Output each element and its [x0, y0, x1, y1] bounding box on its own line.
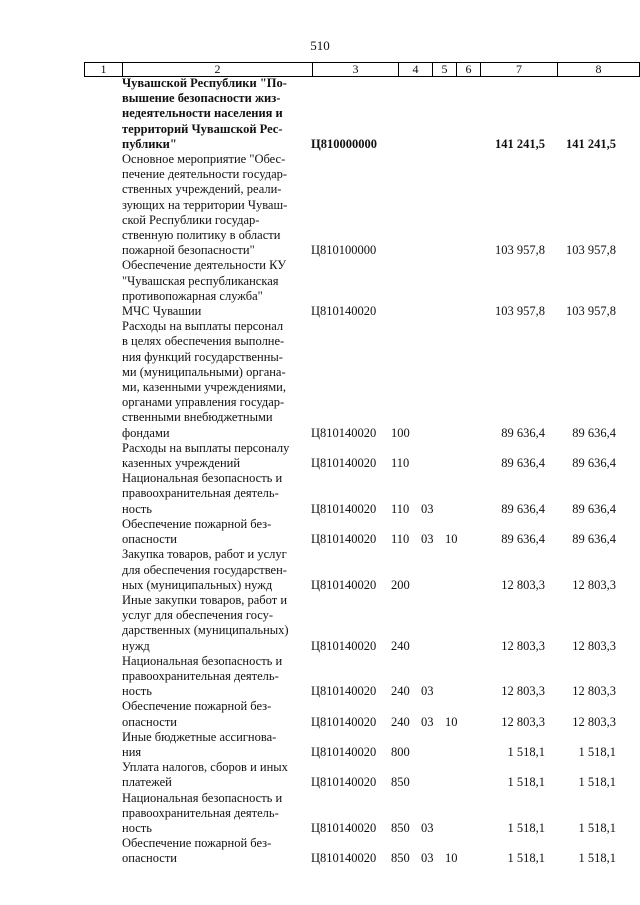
row-amount-col8: 103 957,8 — [566, 243, 616, 258]
row-code: Ц810140020 — [311, 577, 377, 592]
row-amount-col7: 89 636,4 — [501, 532, 545, 547]
table-row — [0, 699, 640, 729]
row-description-text: Основное мероприятие "Обес- печение деятельности государ- ственных учреждений, реали- зующих на территории Чуваш- ской Республики государ- ственную политику в области пожарной безопасности" — [122, 152, 288, 258]
table-body — [0, 76, 640, 867]
row-expense-type: 850 — [391, 775, 410, 790]
row-amount-col7: 1 518,1 — [507, 775, 545, 790]
row-code: Ц810140020 — [311, 501, 377, 516]
row-description-text: Расходы на выплаты персоналу казенных учреждений — [122, 440, 290, 471]
row-description-text: Иные бюджетные ассигнова- ния — [122, 729, 277, 759]
table-row — [0, 760, 640, 790]
header-col-2: 2 — [123, 63, 313, 76]
header-col-1: 1 — [85, 63, 123, 76]
table-row — [0, 593, 640, 654]
row-expense-type: 100 — [391, 425, 410, 440]
table-row — [0, 76, 640, 152]
row-subsection: 10 — [445, 714, 458, 729]
row-code: Ц810140020 — [311, 851, 377, 866]
row-code: Ц810000000 — [311, 136, 377, 151]
row-amount-col7: 1 518,1 — [507, 820, 545, 835]
row-description — [122, 76, 303, 152]
table-row — [0, 441, 640, 471]
row-code: Ц810100000 — [311, 243, 377, 258]
row-subsection: 10 — [445, 532, 458, 547]
row-amount-col8: 12 803,3 — [572, 714, 616, 729]
header-col-5: 5 — [433, 63, 457, 76]
table-header — [84, 62, 640, 77]
row-amount-col8: 1 518,1 — [578, 820, 616, 835]
row-section: 03 — [421, 851, 434, 866]
row-amount-col8: 89 636,4 — [572, 425, 616, 440]
row-description — [122, 258, 303, 319]
row-description-text: Обеспечение пожарной без- опасности — [122, 836, 272, 866]
row-expense-type: 850 — [391, 851, 410, 866]
row-amount-col8: 12 803,3 — [572, 684, 616, 699]
row-description-text: Чувашской Республики "По- вышение безопасности жиз- недеятельности населения и территорий Чувашской Рес- публики" — [122, 76, 287, 151]
table-row — [0, 517, 640, 547]
row-amount-col7: 12 803,3 — [501, 714, 545, 729]
row-description — [122, 152, 303, 258]
row-amount-col8: 12 803,3 — [572, 638, 616, 653]
row-amount-col8: 1 518,1 — [578, 851, 616, 866]
header-col-6: 6 — [457, 63, 481, 76]
table-row — [0, 791, 640, 837]
table-row — [0, 319, 640, 441]
table-row — [0, 471, 640, 517]
table-row — [0, 152, 640, 258]
row-amount-col7: 1 518,1 — [507, 744, 545, 759]
row-amount-col7: 103 957,8 — [495, 243, 545, 258]
header-col-4: 4 — [399, 63, 433, 76]
row-code: Ц810140020 — [311, 304, 377, 319]
row-expense-type: 240 — [391, 684, 410, 699]
row-amount-col7: 141 241,5 — [495, 136, 545, 151]
row-description-text: Обеспечение деятельности КУ "Чувашская республиканская противопожарная служба" МЧС Чувашии — [122, 258, 287, 319]
row-expense-type: 850 — [391, 820, 410, 835]
row-description — [122, 699, 303, 729]
row-expense-type: 200 — [391, 577, 410, 592]
row-description — [122, 593, 303, 654]
row-description — [122, 760, 303, 790]
row-description — [122, 517, 303, 547]
row-description-text: Расходы на выплаты персонал в целях обеспечения выполне- ния функций государственны- ми (муниципальными) органа- ми, казенными учреждениями, органами управления государ- ственными внебюджетными фондами — [122, 319, 287, 440]
page-number: 510 — [310, 38, 330, 53]
row-amount-col8: 1 518,1 — [578, 744, 616, 759]
row-amount-col7: 12 803,3 — [501, 638, 545, 653]
table-row — [0, 547, 640, 593]
row-amount-col7: 89 636,4 — [501, 501, 545, 516]
row-code: Ц810140020 — [311, 456, 377, 471]
row-code: Ц810140020 — [311, 638, 377, 653]
row-amount-col7: 12 803,3 — [501, 684, 545, 699]
row-amount-col7: 1 518,1 — [507, 851, 545, 866]
row-expense-type: 240 — [391, 638, 410, 653]
header-col-7: 7 — [481, 63, 558, 76]
header-col-8: 8 — [595, 62, 602, 76]
row-expense-type: 800 — [391, 744, 410, 759]
row-expense-type: 240 — [391, 714, 410, 729]
row-description-text: Национальная безопасность и правоохранительная деятель- ность — [122, 790, 283, 835]
row-code: Ц810140020 — [311, 684, 377, 699]
row-expense-type: 110 — [391, 456, 410, 471]
row-amount-col8: 12 803,3 — [572, 577, 616, 592]
row-description — [122, 547, 303, 593]
row-section: 03 — [421, 820, 434, 835]
row-description-text: Национальная безопасность и правоохранительная деятель- ность — [122, 653, 283, 699]
row-description — [122, 791, 303, 837]
row-amount-col7: 103 957,8 — [495, 304, 545, 319]
row-description-text: Обеспечение пожарной без- опасности — [122, 516, 272, 547]
row-description-text: Обеспечение пожарной без- опасности — [122, 699, 272, 729]
row-amount-col8: 141 241,5 — [566, 136, 616, 151]
row-description — [122, 441, 303, 471]
row-amount-col8: 1 518,1 — [578, 775, 616, 790]
row-amount-col8: 103 957,8 — [566, 304, 616, 319]
row-description — [122, 471, 303, 517]
table-row — [0, 654, 640, 700]
row-description-text: Уплата налогов, сборов и иных платежей — [122, 760, 288, 790]
row-expense-type: 110 — [391, 532, 410, 547]
row-amount-col7: 12 803,3 — [501, 577, 545, 592]
header-col-3: 3 — [313, 63, 399, 76]
row-section: 03 — [421, 532, 434, 547]
row-code: Ц810140020 — [311, 425, 377, 440]
row-description-text: Национальная безопасность и правоохранительная деятель- ность — [122, 471, 283, 516]
table-row — [0, 258, 640, 319]
row-section: 03 — [421, 501, 434, 516]
table-row — [0, 730, 640, 760]
row-code: Ц810140020 — [311, 714, 377, 729]
table-row — [0, 836, 640, 866]
row-code: Ц810140020 — [311, 820, 377, 835]
row-amount-col8: 89 636,4 — [572, 532, 616, 547]
row-subsection: 10 — [445, 851, 458, 866]
row-amount-col8: 89 636,4 — [572, 456, 616, 471]
row-section: 03 — [421, 684, 434, 699]
row-code: Ц810140020 — [311, 532, 377, 547]
row-description — [122, 654, 303, 700]
row-amount-col7: 89 636,4 — [501, 456, 545, 471]
row-expense-type: 110 — [391, 501, 410, 516]
row-code: Ц810140020 — [311, 744, 377, 759]
row-amount-col8: 89 636,4 — [572, 501, 616, 516]
row-description — [122, 319, 303, 441]
row-description — [122, 730, 303, 760]
row-section: 03 — [421, 714, 434, 729]
row-description-text: Иные закупки товаров, работ и услуг для обеспечения госу- дарственных (муниципальных) нужд — [122, 592, 289, 653]
row-description — [122, 836, 303, 866]
row-amount-col7: 89 636,4 — [501, 425, 545, 440]
row-code: Ц810140020 — [311, 775, 377, 790]
row-description-text: Закупка товаров, работ и услуг для обеспечения государствен- ных (муниципальных) нужд — [122, 547, 287, 592]
